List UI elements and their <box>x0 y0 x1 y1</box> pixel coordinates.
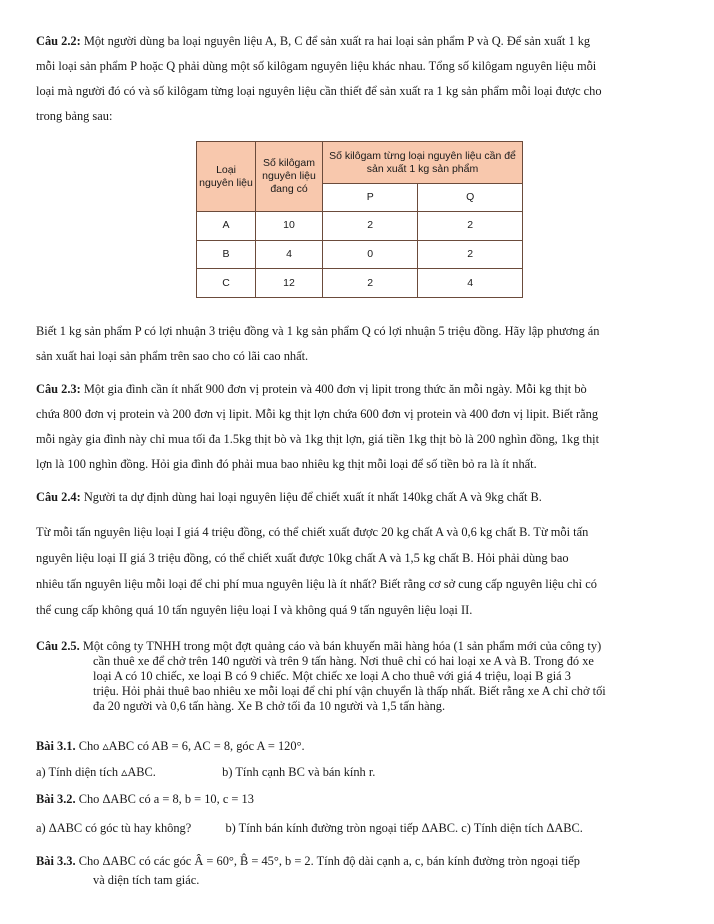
q25-paragraph: Câu 2.5. Một công ty TNHH trong một đợt quảng cáo và bán khuyến mãi hàng hóa (1 sản phẩm mới của công ty) cần thuê xe để chở trên 140 người và trên 9 tấn hàng. Nơi thuê chỉ có hai loại xe A và B. Trong đó xe loại A có 10 chiếc, xe loại B có 9 chiếc. Một chiếc xe loại A cho thuê với giá 4 triệu, loại B giá 3 triệu. Hỏi phải thuê bao nhiêu xe mỗi loại để chi phí vận chuyển là thấp nhất. Biết rằng xe A chỉ chở tối đa 20 người và 0,6 tấn hàng. Xe B chở tối đa 10 người và 1,5 tấn hàng. <box>36 639 606 713</box>
b33-paragraph: Bài 3.3. Cho ΔABC có các góc Â = 60°, B̂ = 45°, b = 2. Tính độ dài cạnh a, c, bán kính đường tròn ngoại tiếp và diện tích tam giác. <box>36 854 580 887</box>
header-material: Loại nguyên liệu <box>197 142 256 212</box>
table-row: B 4 0 2 <box>197 240 523 269</box>
table-row: C 12 2 4 <box>197 269 523 298</box>
q24-body: Từ mỗi tấn nguyên liệu loại I giá 4 triệu đồng, có thể chiết xuất được 20 kg chất A và 0,6 kg chất B. Từ mỗi tấn nguyên liệu loại II giá 3 triệu đồng, có thể chiết xuất được 10kg chất A và 1,5 kg chất B. Hỏi phải dùng bao nhiêu tấn nguyên liệu mỗi loại để chi phí mua nguyên liệu là ít nhất? Biết rằng cơ sở cung cấp nguyên liệu chỉ có thể cung cấp không quá 10 tấn nguyên liệu loại I và không quá 9 tấn nguyên liệu loại II. <box>36 525 597 617</box>
q22-after-paragraph: Biết 1 kg sản phẩm P có lợi nhuận 3 triệu đồng và 1 kg sản phẩm Q có lợi nhuận 5 triệu đồng. Hãy lập phương án sản xuất hai loại sản phẩm trên sao cho có lãi cao nhất. <box>36 324 600 363</box>
materials-table <box>196 141 523 298</box>
q25-label: Câu 2.5. <box>36 639 80 653</box>
header-amount: Số kilôgam nguyên liệu đang có <box>256 142 323 212</box>
b33-label: Bài 3.3. <box>36 854 76 868</box>
b31-parts: a) Tính diện tích ▵ABC. b) Tính cạnh BC và bán kính r. <box>36 765 376 779</box>
header-need: Số kilôgam từng loại nguyên liệu cần để sản xuất 1 kg sản phẩm <box>323 142 523 184</box>
b31-paragraph: Bài 3.1. Cho ▵ABC có AB = 6, AC = 8, góc A = 120°. <box>36 739 305 753</box>
b32-parts: a) ΔABC có góc tù hay không? b) Tính bán kính đường tròn ngoại tiếp ΔABC. c) Tính diện tích ΔABC. <box>36 821 583 835</box>
table-row: A 10 2 2 <box>197 212 523 241</box>
q22-label: Câu 2.2: <box>36 34 81 48</box>
b32-label: Bài 3.2. <box>36 792 76 806</box>
b31-label: Bài 3.1. <box>36 739 76 753</box>
q23-paragraph: Câu 2.3: Một gia đình cần ít nhất 900 đơn vị protein và 400 đơn vị lipit trong thức ăn mỗi ngày. Mỗi kg thịt bò chứa 800 đơn vị protein và 200 đơn vị lipit. Mỗi kg thịt lợn chứa 600 đơn vị protein và 400 đơn vị lipit. Biết rằng mỗi ngày gia đình này chỉ mua tối đa 1.5kg thịt bò và 1kg thịt lợn, giá tiền 1kg thịt bò là 200 nghìn đồng, 1kg thịt lợn là 100 nghìn đồng. Hỏi gia đình đó phải mua bao nhiêu kg thịt mỗi loại để số tiền bỏ ra là ít nhất. <box>36 382 600 471</box>
q24-paragraph: Câu 2.4: Người ta dự định dùng hai loại nguyên liệu để chiết xuất ít nhất 140kg chất A và 9kg chất B. <box>36 490 542 504</box>
q23-label: Câu 2.3: <box>36 382 81 396</box>
b32-paragraph: Bài 3.2. Cho ΔABC có a = 8, b = 10, c = 13 <box>36 792 254 806</box>
header-p: P <box>323 184 418 212</box>
q22-paragraph: Câu 2.2: Một người dùng ba loại nguyên liệu A, B, C để sản xuất ra hai loại sản phẩm P và Q. Để sản xuất 1 kg mỗi loại sản phẩm P hoặc Q phải dùng một số kilôgam nguyên liệu khác nhau. Tổng số kilôgam nguyên liệu mỗi loại mà người đó có và số kilôgam từng loại nguyên liệu cần thiết để sản xuất ra 1 kg sản phẩm mỗi loại được cho trong bảng sau: <box>36 34 602 123</box>
q24-label: Câu 2.4: <box>36 490 81 504</box>
header-q: Q <box>418 184 523 212</box>
